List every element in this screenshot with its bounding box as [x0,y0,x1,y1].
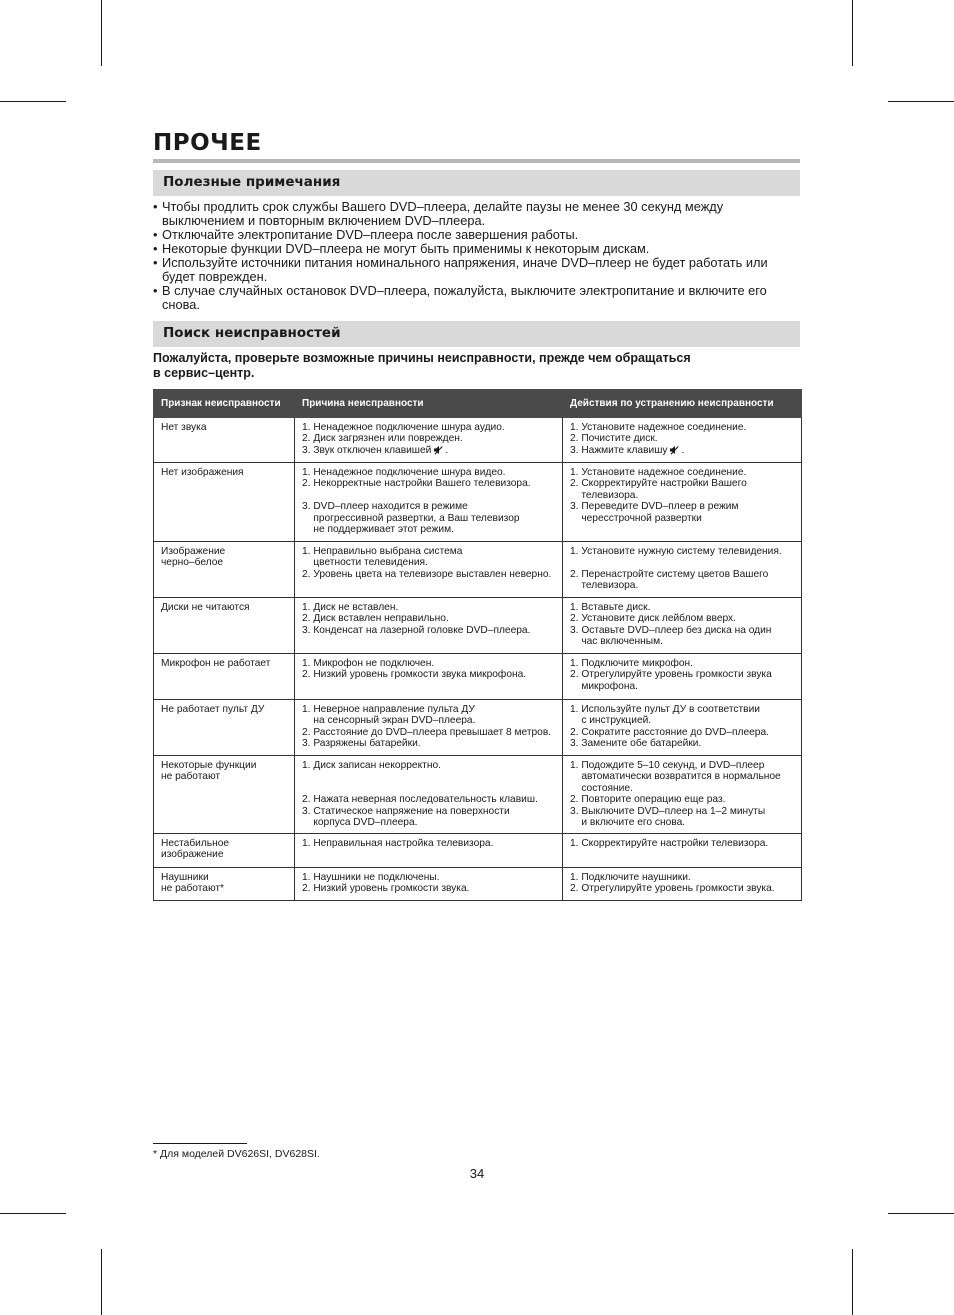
symptom-cell [154,418,295,463]
action-cell [563,598,802,654]
action-cell [563,418,802,463]
title-rule [153,159,800,163]
cause-cell [295,463,563,542]
cell-line: Наушники [161,872,209,883]
symptom-cell [154,756,295,834]
cell-line: Изображение [161,546,226,557]
cell-line: 3. Статическое напряжение на поверхности [302,805,510,817]
cell-line: микрофона. [570,680,638,692]
notes-list [153,200,800,312]
cell-line [302,771,556,782]
cell-line: 1. Неверное направление пульта ДУ [302,704,475,715]
symptom-cell [154,463,295,542]
symptom-cell [154,834,295,868]
intro-line: в сервис–центр. [153,366,255,380]
list-item: • Некоторые функции DVD–плеера не могут быть применимы к некоторым дискам. [153,242,800,256]
cell-line: 3. Оставьте DVD–плеер без диска на один [570,624,772,636]
cell-line: Нет изображения [161,467,244,478]
cell-line: 1. Скорректируйте настройки телевизора. [570,838,769,849]
list-item: • В случае случайных остановок DVD–плеера, пожалуйста, выключите электропитание и включите его снова. [153,284,800,312]
table-row [154,598,802,654]
cell-line: 3. Разряжены батарейки. [302,738,421,750]
symptom-cell [154,542,295,598]
cell-line: 1. Наушники не подключены. [302,872,440,883]
cell-line: 1. Подключите наушники. [570,872,691,883]
cell-line: Нестабильное [161,838,230,849]
cell-line: 2. Расстояние до DVD–плеера превышает 8 метров. [302,726,552,738]
list-item: • Используйте источники питания номинального напряжения, иначе DVD–плеер не будет работать или будет поврежден. [153,256,800,284]
cell-line: 1. Установите надежное соединение. [570,422,747,433]
action-cell [563,463,802,542]
table-row [154,654,802,700]
cell-line: 2. Почистите диск. [570,433,658,445]
table-row [154,868,802,901]
cell-line: Нет звука [161,422,207,433]
cell-line: 1. Неправильная настройка телевизора. [302,838,494,849]
cell-line: 2. Скорректируйте настройки Вашего [570,478,747,490]
intro-line: Пожалуйста, проверьте возможные причины неисправности, прежде чем обращаться [153,351,691,365]
cause-cell [295,700,563,756]
table-row [154,418,802,463]
cell-line: Не работает пульт ДУ [161,704,265,715]
crop-mark [852,1249,853,1315]
cell-line: 3. Замените обе батарейки. [570,738,702,750]
cause-cell [295,654,563,700]
list-item: • Чтобы продлить срок службы Вашего DVD–плеера, делайте паузы не менее 30 секунд между выключением и повторным включением DVD–плеера. [153,200,800,228]
table-row [154,700,802,756]
cell-line: 1. Диск не вставлен. [302,602,399,613]
cell-line: прогрессивной развертки, а Ваш телевизор [302,512,520,524]
troubleshooting-intro [153,351,800,381]
cause-cell [295,756,563,834]
symptom-cell [154,654,295,700]
cell-line: 3. Конденсат на лазерной головке DVD–плеера. [302,624,531,636]
cell-line: 2. Низкий уровень громкости звука микрофона. [302,669,527,681]
table-header-row [154,390,802,418]
cell-line: черно–белое [161,557,224,569]
action-cell [563,834,802,868]
cell-line: не поддерживает этот режим. [302,524,454,536]
cell-line: 3. Звук отключен клавишей [302,444,432,456]
cell-line: 2. Диск загрязнен или поврежден. [302,433,463,445]
cell-line: 3. DVD–плеер находится в режиме [302,501,468,513]
cell-line: час включенным. [570,636,663,648]
cause-cell [295,834,563,868]
column-header-action: Действия по устранению неисправности [563,390,802,418]
cell-line: телевизора. [570,580,639,592]
cell-line: 2. Перенастройте систему цветов Вашего [570,568,769,580]
cause-cell [295,868,563,901]
symptom-cell [154,700,295,756]
table-row [154,834,802,868]
cause-cell [295,598,563,654]
cause-cell [295,418,563,463]
cell-line: цветности телевидения. [302,557,428,569]
table-row [154,542,802,598]
cell-line: с инструкцией. [570,715,652,727]
cell-line: 1. Неправильно выбрана система [302,546,463,557]
cell-line: корпуса DVD–плеера. [302,817,418,829]
troubleshooting-table [153,389,802,901]
cell-line: 2. Некорректные настройки Вашего телевизора. [302,478,531,490]
page-number: 34 [469,1166,485,1181]
cell-line [570,557,795,568]
cell-line: состояние. [570,782,633,794]
cell-line: 1. Вставьте диск. [570,602,651,613]
cell-line: 2. Диск вставлен неправильно. [302,613,449,625]
cell-line: 1. Подключите микрофон. [570,658,694,669]
cell-line: 3. Переведите DVD–плеер в режим [570,501,739,513]
table-row [154,463,802,542]
column-header-cause: Причина неисправности [295,390,563,418]
cell-line: 1. Ненадежное подключение шнура видео. [302,467,506,478]
crop-mark [101,0,102,66]
cell-line: 1. Установите нужную систему телевидения. [570,546,782,557]
mute-icon-wrap: . [431,445,448,456]
cell-line: не работают [161,771,221,783]
cell-line: 1. Установите надежное соединение. [570,467,747,478]
crop-mark [101,1249,102,1315]
mute-icon [669,445,679,455]
cell-line: чересстрочной развертки [570,512,702,524]
mute-icon-wrap: . [667,445,684,456]
cell-line: изображение [161,849,224,861]
symptom-cell [154,868,295,901]
cell-line: телевизора. [570,489,639,501]
page-title: ПРОЧЕЕ [153,130,262,156]
cell-line: 3. Нажмите клавишу [570,444,668,456]
footnote: * Для моделей DV626SI, DV628SI. [153,1148,320,1160]
section-title: Полезные примечания [163,174,341,190]
cell-line: 1. Подождите 5–10 секунд, и DVD–плеер [570,760,765,771]
action-cell [563,700,802,756]
section-header-troubleshooting [153,321,800,347]
crop-mark [0,1213,66,1214]
cell-line: 2. Установите диск лейблом вверх. [570,613,736,625]
cell-line: 2. Уровень цвета на телевизоре выставлен неверно. [302,568,552,580]
cell-line: 2. Отрегулируйте уровень громкости звука. [570,883,775,895]
crop-mark [852,0,853,66]
cell-line: автоматически возвратится в нормальное [570,771,781,783]
section-title: Поиск неисправностей [163,325,341,341]
table-row [154,756,802,834]
section-header-notes [153,170,800,196]
action-cell [563,654,802,700]
action-cell [563,542,802,598]
cell-line: 2. Сократите расстояние до DVD–плеера. [570,726,769,738]
crop-mark [888,101,954,102]
crop-mark [888,1213,954,1214]
cell-line: 3. Выключите DVD–плеер на 1–2 минуты [570,805,766,817]
cell-line: 1. Микрофон не подключен. [302,658,435,669]
action-cell [563,756,802,834]
cell-line: на сенсорный экран DVD–плеера. [302,715,476,727]
cell-line: не работают* [161,883,224,895]
cell-line [302,490,556,501]
cause-cell [295,542,563,598]
list-item: • Отключайте электропитание DVD–плеера после завершения работы. [153,228,800,242]
cell-line: 2. Повторите операцию еще раз. [570,794,726,806]
mute-icon [433,445,443,455]
crop-mark [0,101,66,102]
symptom-cell [154,598,295,654]
cell-line: 1. Используйте пульт ДУ в соответствии [570,704,760,715]
cell-line: Микрофон не работает [161,658,271,669]
column-header-symptom: Признак неисправности [154,390,295,418]
cell-line: 2. Нажата неверная последовательность клавиш. [302,794,538,806]
cell-line: 2. Отрегулируйте уровень громкости звука [570,669,772,681]
cell-line [302,783,556,794]
cell-line: и включите его снова. [570,817,686,829]
cell-line: Некоторые функции [161,760,257,771]
cell-line: Диски не читаются [161,602,250,613]
cell-line: 1. Ненадежное подключение шнура аудио. [302,422,505,433]
footnote-rule [153,1143,247,1144]
cell-line: 2. Низкий уровень громкости звука. [302,883,470,895]
cell-line: 1. Диск записан некорректно. [302,760,441,771]
action-cell [563,868,802,901]
